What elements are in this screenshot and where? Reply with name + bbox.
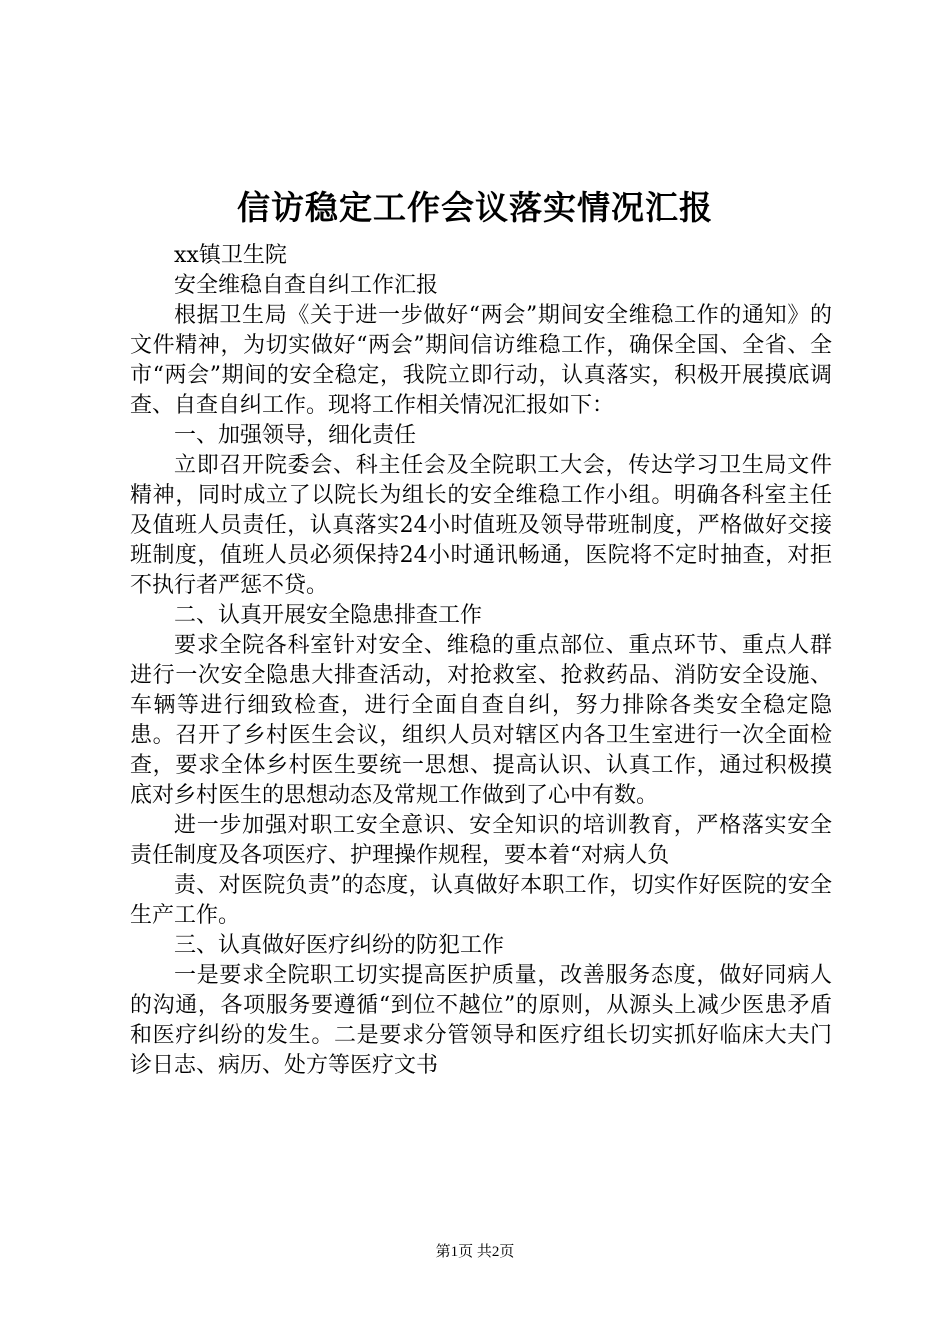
paragraph-subtitle: 安全维稳自查自纠工作汇报 — [174, 273, 439, 298]
section-heading-1: 一、加强领导，细化责任 — [174, 423, 417, 448]
page-number-footer: 第1页 共2页 — [435, 1244, 515, 1260]
document-title: 信访稳定工作会议落实情况汇报 — [237, 188, 713, 227]
paragraph-org: xx镇卫生院 — [174, 243, 287, 268]
section-heading-2: 二、认真开展安全隐患排查工作 — [174, 603, 483, 628]
section-heading-3: 三、认真做好医疗纠纷的防犯工作 — [174, 933, 505, 958]
paragraph-section-2c: 责、对医院负责”的态度，认真做好本职工作，切实作好医院的安全生产工作。 — [130, 873, 832, 928]
paragraph-section-2a: 要求全院各科室针对安全、维稳的重点部位、重点环节、重点人群进行一次安全隐患大排查活动，对抢救室、抢救药品、消防安全设施、车辆等进行细致检查，进行全面自查自纠，努力排除各类安全稳定隐患。召开了乡村医生会议，组织人员对辖区内各卫生室进行一次全面检查，要求全体乡村医生要统一思想、提高认识、认真工作，通过积极摸底对乡村医生的思想动态及常规工作做到了心中有数。 — [130, 633, 832, 808]
paragraph-section-3: 一是要求全院职工切实提高医护质量，改善服务态度，做好同病人的沟通，各项服务要遵循“到位不越位”的原则，从源头上减少医患矛盾和医疗纠纷的发生。二是要求分管领导和医疗组长切实抓好临床大夫门诊日志、病历、处方等医疗文书 — [130, 963, 832, 1078]
document-body — [130, 241, 832, 1081]
paragraph-section-1: 立即召开院委会、科主任会及全院职工大会，传达学习卫生局文件精神，同时成立了以院长为组长的安全维稳工作小组。明确各科室主任及值班人员责任，认真落实24小时值班及领导带班制度，严格做好交接班制度，值班人员必须保持24小时通讯畅通，医院将不定时抽查，对拒不执行者严惩不贷。 — [130, 453, 832, 598]
paragraph-section-2b: 进一步加强对职工安全意识、安全知识的培训教育，严格落实安全责任制度及各项医疗、护理操作规程，要本着“对病人负 — [130, 813, 832, 868]
paragraph-intro: 根据卫生局《关于进一步做好“两会”期间安全维稳工作的通知》的文件精神，为切实做好“两会”期间信访维稳工作，确保全国、全省、全市“两会”期间的安全稳定，我院立即行动，认真落实，积极开展摸底调查、自查自纠工作。现将工作相关情况汇报如下： — [130, 303, 832, 418]
